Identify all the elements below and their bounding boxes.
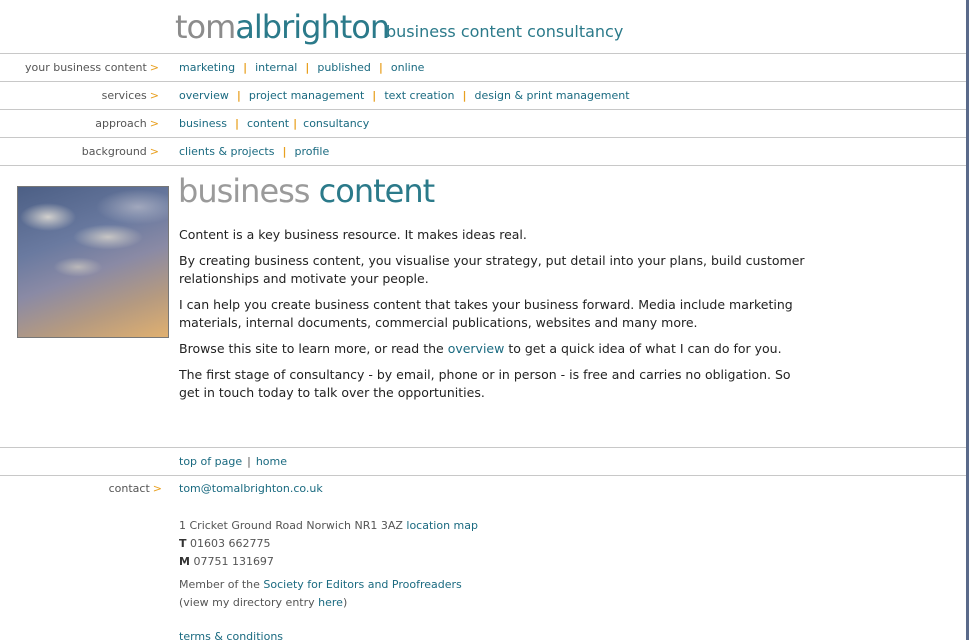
nav-link-project-management[interactable]: project management: [248, 89, 365, 102]
nav-link-overview[interactable]: overview: [179, 89, 229, 102]
mobile-number: 07751 131697: [193, 555, 274, 568]
nav-link-published[interactable]: published: [317, 61, 371, 74]
membership-info: Member of the Society for Editors and Proofreaders (view my directory entry here): [179, 578, 462, 609]
sky-clouds-photo: [17, 186, 169, 338]
footer-separator: |: [247, 455, 251, 468]
nav-link-profile[interactable]: profile: [294, 145, 330, 158]
browse-paragraph: Browse this site to learn more, or read the overview to get a quick idea of what I can do for you.: [179, 341, 782, 356]
nav-separator: |: [243, 61, 248, 74]
nav-separator: |: [293, 117, 298, 130]
consultancy-paragraph: The first stage of consultancy - by email, phone or in person - is free and carries no obligation. So get in touch today to talk over the opportunities.: [179, 367, 791, 400]
intro-paragraph: Content is a key business resource. It makes ideas real.: [179, 227, 527, 242]
page-title: business content: [178, 172, 435, 210]
street-address: 1 Cricket Ground Road Norwich NR1 3AZ: [179, 519, 403, 532]
nav-link-internal[interactable]: internal: [255, 61, 298, 74]
nav-row-label: your business content >: [24, 61, 159, 74]
nav-row-links: [179, 145, 329, 158]
home-link[interactable]: home: [255, 455, 288, 468]
nav-row-label: approach >: [95, 117, 159, 130]
telephone-number: 01603 662775: [190, 537, 271, 550]
nav-row-approach: [0, 110, 966, 138]
logo-first-name: tom: [175, 8, 236, 46]
nav-link-design-print-management[interactable]: design & print management: [474, 89, 630, 102]
nav-row-links: [179, 61, 424, 74]
main-content: [179, 226, 809, 410]
nav-row-background: [0, 138, 966, 166]
nav-row-links: [179, 117, 369, 130]
nav-link-online[interactable]: online: [390, 61, 425, 74]
nav-link-marketing[interactable]: marketing: [179, 61, 236, 74]
location-map-link[interactable]: location map: [406, 519, 478, 532]
top-of-page-link[interactable]: top of page: [179, 455, 243, 468]
logo-last-name: albrighton: [235, 8, 390, 46]
media-paragraph: I can help you create business content that takes your business forward. Media include marketing materials, internal documents, commercial publications, websites and many more.: [179, 297, 793, 330]
contact-label: contact >: [108, 482, 162, 495]
strategy-paragraph: By creating business content, you visualise your strategy, put detail into your plans, build customer relationships and motivate your people.: [179, 253, 805, 286]
terms-link[interactable]: terms & conditions: [179, 630, 284, 643]
site-logo[interactable]: [175, 8, 389, 46]
nav-separator: |: [282, 145, 287, 158]
contact-address: 1 Cricket Ground Road Norwich NR1 3AZ location map T 01603 662775 M 07751 131697: [179, 519, 478, 568]
nav-link-content[interactable]: content: [246, 117, 290, 130]
site-header: [0, 0, 966, 54]
email-link[interactable]: tom@tomalbrighton.co.uk: [179, 482, 323, 495]
nav-separator: |: [305, 61, 310, 74]
nav-separator: |: [236, 89, 241, 102]
site-tagline: business content consultancy: [386, 22, 624, 41]
footer-nav: [0, 447, 966, 476]
nav-link-text-creation[interactable]: text creation: [384, 89, 455, 102]
directory-entry-link[interactable]: here: [318, 596, 343, 609]
nav-link-clients-projects[interactable]: clients & projects: [179, 145, 275, 158]
nav-separator: |: [462, 89, 467, 102]
nav-separator: |: [378, 61, 383, 74]
nav-row-label: services >: [101, 89, 159, 102]
nav-row-links: [179, 89, 630, 102]
overview-link[interactable]: overview: [447, 341, 505, 356]
nav-row-label: background >: [81, 145, 159, 158]
society-link[interactable]: Society for Editors and Proofreaders: [263, 578, 462, 591]
nav-row-services: [0, 82, 966, 110]
nav-link-consultancy[interactable]: consultancy: [303, 117, 370, 130]
nav-link-business[interactable]: business: [179, 117, 227, 130]
nav-separator: |: [234, 117, 239, 130]
nav-separator: |: [372, 89, 377, 102]
nav-row-business-content: [0, 54, 966, 82]
